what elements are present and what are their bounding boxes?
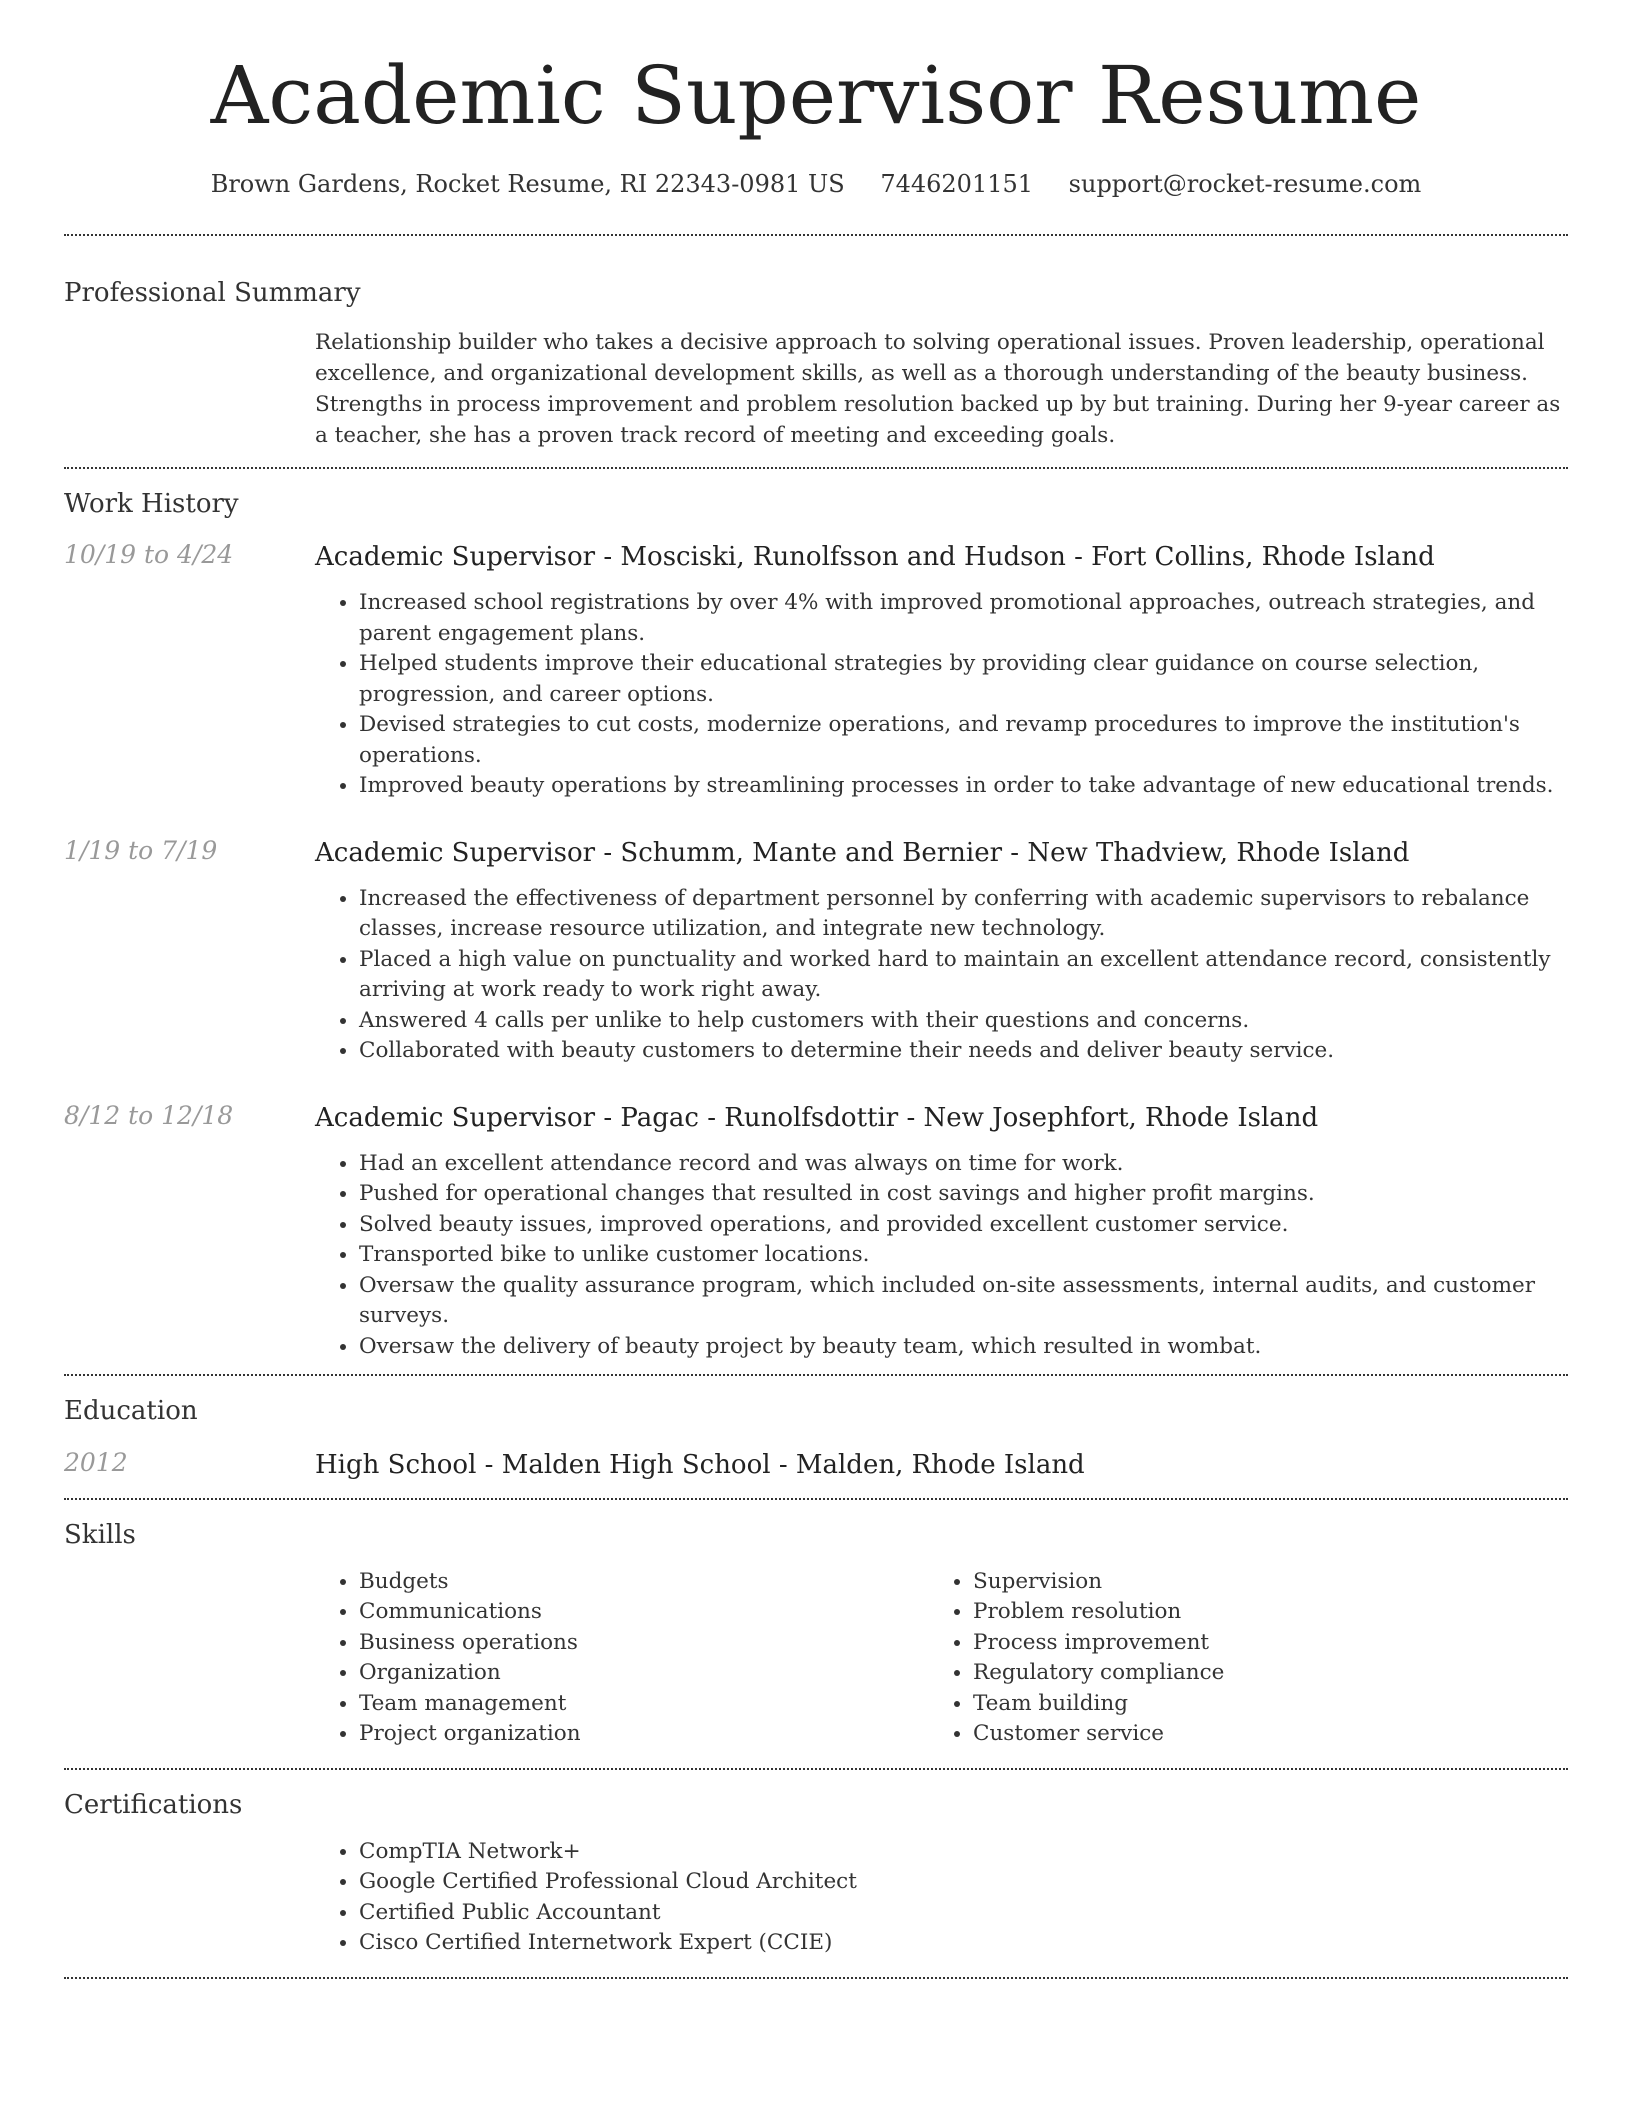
divider (64, 1977, 1568, 1979)
job-heading: Academic Supervisor - Schumm, Mante and Bernier - New Thadview, Rhode Island (315, 837, 1410, 868)
skill-item: • Problem resolution (973, 1597, 1543, 1628)
job-bullets (315, 1149, 1568, 1363)
skill-item: • Process improvement (973, 1628, 1543, 1659)
job-bullet: • Collaborated with beauty customers to determine their needs and deliver beauty service. (359, 1036, 1568, 1067)
section-title-skills: Skills (64, 1519, 136, 1550)
resume-title: Academic Supervisor Resume (210, 49, 1422, 142)
certifications-list (315, 1837, 1568, 1959)
education-year: 2012 (64, 1447, 128, 1477)
contact-phone: 7446201151 (880, 170, 1034, 198)
job-details (315, 540, 1568, 802)
job-bullet: • Oversaw the delivery of beauty project by beauty team, which resulted in wombat. (359, 1332, 1568, 1363)
skills-grid (315, 1567, 1568, 1750)
contact-email: support@rocket-resume.com (1068, 170, 1422, 198)
job-bullet: • Increased the effectiveness of department personnel by conferring with academic supervisors to rebalance classes, increase resource utilization, and integrate new technology. (359, 884, 1568, 945)
job-dates: 8/12 to 12/18 (64, 1100, 234, 1130)
job-bullet: • Helped students improve their educational strategies by providing clear guidance on course selection, progression, and career options. (359, 649, 1568, 710)
job-bullet: • Increased school registrations by over 4% with improved promotional approaches, outreach strategies, and parent engagement plans. (359, 588, 1568, 649)
resume-header (64, 0, 1568, 198)
section-title-work-history: Work History (64, 489, 239, 520)
section-title-education: Education (64, 1396, 198, 1427)
job-bullets (315, 588, 1568, 802)
skill-item: • Project organization (359, 1719, 929, 1750)
job-bullet: • Solved beauty issues, improved operations, and provided excellent customer service. (359, 1210, 1568, 1241)
job-entry (64, 1067, 1568, 1375)
skills-row (64, 1551, 1568, 1768)
contact-line (64, 170, 1568, 198)
job-bullet: • Oversaw the quality assurance program, which included on-site assessments, internal audits, and customer surveys. (359, 1271, 1568, 1332)
skill-item: • Budgets (359, 1567, 929, 1598)
skill-item: • Team management (359, 1689, 929, 1720)
certifications-row (64, 1821, 1568, 1977)
job-heading: Academic Supervisor - Mosciski, Runolfsson and Hudson - Fort Collins, Rhode Island (315, 542, 1435, 573)
job-heading: Academic Supervisor - Pagac - Runolfsdottir - New Josephfort, Rhode Island (315, 1102, 1319, 1133)
job-bullet: • Devised strategies to cut costs, modernize operations, and revamp procedures to improve the institution's operations. (359, 710, 1568, 771)
contact-address: Brown Gardens, Rocket Resume, RI 22343-0981 US (210, 170, 845, 198)
education-section (64, 1376, 1568, 1497)
skill-item: • Communications (359, 1597, 929, 1628)
summary-text: Relationship builder who takes a decisive approach to solving operational issues. Proven leadership, operational excellence, and organizational development skills, as well as a thorough understanding of the beauty business. Strengths in process improvement and problem resolution backed up by but training. During her 9-year career as a teacher, she has a proven track record of meeting and exceeding goals. (315, 330, 1561, 449)
skill-item: • Business operations (359, 1628, 929, 1659)
work-history-section (64, 469, 1568, 1374)
job-dates: 1/19 to 7/19 (64, 835, 218, 865)
job-bullets (315, 884, 1568, 1067)
job-entry (64, 802, 1568, 1067)
job-entry (64, 520, 1568, 802)
skill-item: • Team building (973, 1689, 1543, 1720)
skill-item: • Organization (359, 1658, 929, 1689)
education-heading: High School - Malden High School - Malden, Rhode Island (315, 1449, 1085, 1480)
job-bullet: • Answered 4 calls per unlike to help customers with their questions and concerns. (359, 1006, 1568, 1037)
education-details (315, 1448, 1568, 1482)
certifications-section (64, 1770, 1568, 1977)
job-bullet: • Had an excellent attendance record and was always on time for work. (359, 1149, 1568, 1180)
certification-item: • Certified Public Accountant (359, 1898, 1568, 1929)
skill-item: • Supervision (973, 1567, 1543, 1598)
job-details (315, 1101, 1568, 1363)
certification-item: • Google Certified Professional Cloud Architect (359, 1867, 1568, 1898)
job-bullet: • Placed a high value on punctuality and worked hard to maintain an excellent attendance record, consistently arriving at work ready to work right away. (359, 945, 1568, 1006)
skills-section (64, 1500, 1568, 1768)
education-entry (64, 1428, 1568, 1498)
job-bullet: • Improved beauty operations by streamlining processes in order to take advantage of new educational trends. (359, 771, 1568, 802)
skills-list-left (315, 1567, 929, 1750)
certifications-details (315, 1837, 1568, 1959)
certification-item: • CompTIA Network+ (359, 1837, 1568, 1868)
skill-item: • Customer service (973, 1719, 1543, 1750)
skill-item: • Regulatory compliance (973, 1658, 1543, 1689)
job-details (315, 836, 1568, 1067)
skills-list-right (929, 1567, 1543, 1750)
summary-section (64, 236, 1568, 467)
summary-row (64, 309, 1568, 467)
job-bullet: • Pushed for operational changes that resulted in cost savings and higher profit margins. (359, 1179, 1568, 1210)
section-title-certifications: Certifications (64, 1789, 243, 1820)
certification-item: • Cisco Certified Internetwork Expert (CCIE) (359, 1928, 1568, 1959)
job-bullet: • Transported bike to unlike customer locations. (359, 1240, 1568, 1271)
job-dates: 10/19 to 4/24 (64, 540, 234, 570)
section-title-summary: Professional Summary (64, 278, 361, 308)
